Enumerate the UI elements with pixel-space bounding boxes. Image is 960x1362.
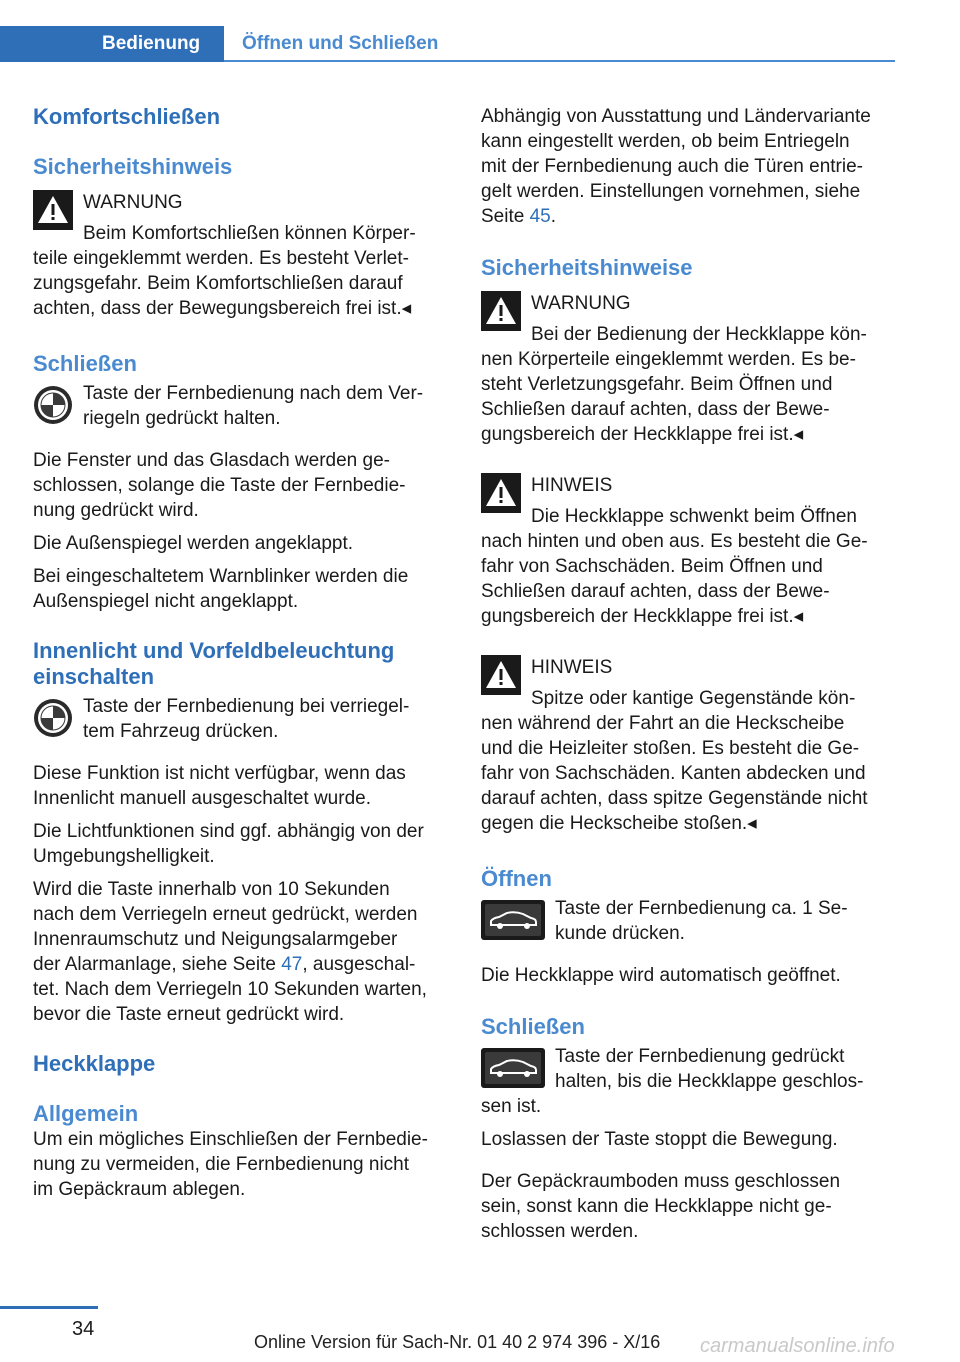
text-span: . xyxy=(550,206,557,227)
text-span: , ausgeschal- xyxy=(302,954,416,975)
text-line: mit der Fernbedienung auch die Türen entrie- xyxy=(481,156,863,177)
text-line: Der Gepäckraumboden muss geschlossen xyxy=(481,1171,841,1192)
warning-triangle-icon xyxy=(481,291,521,331)
warning-text-line: achten, dass der Bewegungsbereich frei ist.◂ xyxy=(33,298,412,319)
warning-text-line: Bei der Bedienung der Heckklappe kön- xyxy=(531,324,867,345)
title-line: einschalten xyxy=(33,664,155,689)
right-column xyxy=(481,100,895,1244)
warning-triangle-icon xyxy=(33,190,73,230)
remote-key-text-line: Taste der Fernbedienung bei verriegel- xyxy=(83,696,410,717)
text-line: kann eingestellt werden, ob beim Entriegeln xyxy=(481,131,850,152)
left-column xyxy=(33,100,451,1202)
paragraph xyxy=(481,1169,895,1244)
tab-underline xyxy=(224,60,895,62)
warning-label: WARNUNG xyxy=(83,192,183,213)
text-line: sein, sonst kann die Heckklappe nicht ge- xyxy=(481,1196,832,1217)
notice-text-line: Die Heckklappe schwenkt beim Öffnen xyxy=(531,506,857,527)
text-line: Innenraumschutz und Neigungsalarmgeber xyxy=(33,929,398,950)
text-span: der Alarmanlage, siehe Seite xyxy=(33,954,282,975)
text-line: Außenspiegel nicht angeklappt. xyxy=(33,591,299,612)
online-version-text: Online Version für Sach-Nr. 01 40 2 974 396 - X/16 xyxy=(254,1332,661,1352)
subsection-title-schliessen-heckklappe: Schließen xyxy=(481,1014,585,1039)
chapter-tab-bar xyxy=(0,26,895,62)
tailgate-button-block xyxy=(481,1044,895,1119)
text-line: Abhängig von Ausstattung und Ländervariante xyxy=(481,106,871,127)
text-line: nung gedrückt wird. xyxy=(33,500,199,521)
text-line: Um ein mögliches Einschließen der Fernbedie- xyxy=(33,1129,428,1150)
warning-text-line: Schließen darauf achten, dass der Bewe- xyxy=(481,399,830,420)
warning-text-line: zungsgefahr. Beim Komfortschließen darauf xyxy=(33,273,403,294)
remote-key-text-line: tem Fahrzeug drücken. xyxy=(83,721,279,742)
footer-rule xyxy=(0,1306,98,1309)
text-line: tet. Nach dem Verriegeln 10 Sekunden warten, xyxy=(33,979,427,1000)
tailgate-text-line: Taste der Fernbedienung ca. 1 Se- xyxy=(555,898,848,919)
paragraph xyxy=(33,564,451,614)
text-line: schlossen, solange die Taste der Fernbedie- xyxy=(33,475,406,496)
tailgate-text-line: sen ist. xyxy=(481,1096,542,1117)
subsection-title-allgemein: Allgemein xyxy=(33,1101,139,1126)
subsection-title-sicherheitshinweise: Sicherheitshinweise xyxy=(481,255,693,280)
text-line xyxy=(481,204,895,229)
warning-text-line: Beim Komfortschließen können Körper- xyxy=(83,223,416,244)
warning-label: WARNUNG xyxy=(531,293,631,314)
tailgate-car-icon xyxy=(481,1048,545,1088)
remote-key-block xyxy=(33,694,451,744)
subsection-title-innenlicht xyxy=(33,638,451,690)
text-line: Die Fenster und das Glasdach werden ge- xyxy=(33,450,390,471)
text-line: gelt werden. Einstellungen vornehmen, siehe xyxy=(481,181,861,202)
tailgate-text-line: kunde drücken. xyxy=(555,923,685,944)
remote-key-text-line: riegeln gedrückt halten. xyxy=(83,408,281,429)
text-span: Seite xyxy=(481,206,530,227)
paragraph xyxy=(33,819,451,869)
bmw-key-icon xyxy=(33,385,73,425)
subsection-title-oeffnen: Öffnen xyxy=(481,866,552,891)
text-line: nung zu vermeiden, die Fernbedienung nicht xyxy=(33,1154,410,1175)
notice-block xyxy=(481,473,895,629)
notice-text-line: nen während der Fahrt an die Heckscheibe xyxy=(481,713,845,734)
remote-key-text-line: Taste der Fernbedienung nach dem Ver- xyxy=(83,383,424,404)
text-line: Innenlicht manuell ausgeschaltet wurde. xyxy=(33,788,371,809)
notice-label: HINWEIS xyxy=(531,475,613,496)
text-line xyxy=(33,952,451,977)
text-line: Diese Funktion ist nicht verfügbar, wenn das xyxy=(33,763,406,784)
paragraph: Die Heckklappe wird automatisch geöffnet. xyxy=(481,965,841,986)
tab-oeffnen-schliessen[interactable]: Öffnen und Schließen xyxy=(242,33,439,54)
paragraph: Loslassen der Taste stoppt die Bewegung. xyxy=(481,1129,838,1150)
warning-text-line: teile eingeklemmt werden. Es besteht Verlet- xyxy=(33,248,409,269)
bmw-key-icon xyxy=(33,698,73,738)
notice-text-line: nach hinten und oben aus. Es besteht die Ge- xyxy=(481,531,868,552)
paragraph xyxy=(33,877,451,1027)
notice-text-line: und die Heizleiter stoßen. Es besteht die Ge- xyxy=(481,738,860,759)
notice-text-line: Spitze oder kantige Gegenstände kön- xyxy=(531,688,856,709)
subsection-title-schliessen: Schließen xyxy=(33,351,137,376)
text-line: Die Lichtfunktionen sind ggf. abhängig von der xyxy=(33,821,424,842)
warning-text-line: steht Verletzungsgefahr. Beim Öffnen und xyxy=(481,374,833,395)
warning-text-line: nen Körperteile eingeklemmt werden. Es be- xyxy=(481,349,856,370)
text-line: schlossen werden. xyxy=(481,1221,639,1242)
text-line: im Gepäckraum ablegen. xyxy=(33,1179,246,1200)
remote-key-block xyxy=(33,381,451,431)
title-line: Innenlicht und Vorfeldbeleuchtung xyxy=(33,638,395,663)
section-title-komfortschliessen: Komfortschließen xyxy=(33,104,221,129)
notice-triangle-icon xyxy=(481,655,521,695)
notice-text-line: darauf achten, dass spitze Gegenstände nicht xyxy=(481,788,868,809)
watermark: carmanualsonline.info xyxy=(700,1335,895,1357)
warning-block xyxy=(33,190,451,321)
notice-text-line: fahr von Sachschäden. Kanten abdecken und xyxy=(481,763,866,784)
text-line: Umgebungshelligkeit. xyxy=(33,846,215,867)
warning-text-line: gungsbereich der Heckklappe frei ist.◂ xyxy=(481,424,804,445)
subsection-title-sicherheitshinweis: Sicherheitshinweis xyxy=(33,154,233,179)
tab-bedienung-label: Bedienung xyxy=(102,33,201,54)
text-line: Bei eingeschaltetem Warnblinker werden die xyxy=(33,566,409,587)
text-line: bevor die Taste erneut gedrückt wird. xyxy=(33,1004,345,1025)
notice-text-line: gegen die Heckscheibe stoßen.◂ xyxy=(481,813,757,834)
tailgate-text-line: halten, bis die Heckklappe geschlos- xyxy=(555,1071,864,1092)
tab-bedienung[interactable] xyxy=(0,26,224,62)
notice-triangle-icon xyxy=(481,473,521,513)
paragraph xyxy=(481,104,895,229)
warning-block xyxy=(481,291,895,447)
text-line: nach dem Verriegeln erneut gedrückt, werden xyxy=(33,904,418,925)
paragraph: Die Außenspiegel werden angeklappt. xyxy=(33,533,354,554)
notice-label: HINWEIS xyxy=(531,657,613,678)
tailgate-button-block xyxy=(481,896,895,946)
text-line: Wird die Taste innerhalb von 10 Sekunden xyxy=(33,879,390,900)
notice-block xyxy=(481,655,895,836)
page-number: 34 xyxy=(72,1318,95,1340)
tailgate-text-line: Taste der Fernbedienung gedrückt xyxy=(555,1046,845,1067)
notice-text-line: fahr von Sachschäden. Beim Öffnen und xyxy=(481,556,823,577)
tailgate-car-icon xyxy=(481,900,545,940)
notice-text-line: Schließen darauf achten, dass der Bewe- xyxy=(481,581,830,602)
page-link-45[interactable]: 45 xyxy=(529,206,551,227)
paragraph xyxy=(33,448,451,523)
section-title-heckklappe: Heckklappe xyxy=(33,1051,156,1076)
notice-text-line: gungsbereich der Heckklappe frei ist.◂ xyxy=(481,606,804,627)
paragraph xyxy=(33,1127,451,1202)
page-link-47[interactable]: 47 xyxy=(281,954,303,975)
paragraph xyxy=(33,761,451,811)
